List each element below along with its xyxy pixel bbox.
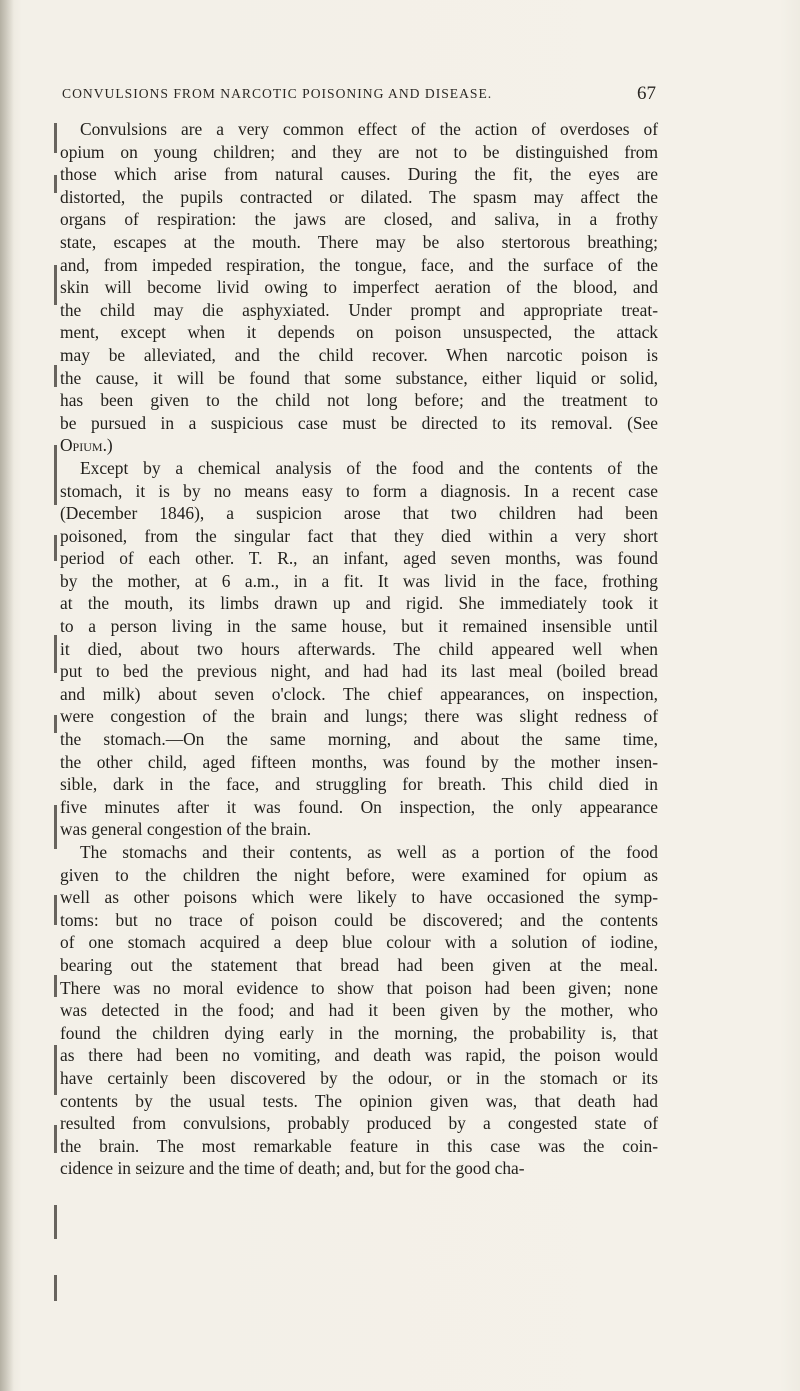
edge-mark xyxy=(54,975,57,997)
edge-mark xyxy=(54,715,57,733)
text-line: Convulsions are a very common effect of the action of overdoses of xyxy=(80,119,658,139)
text-line: the child may die asphyxiated. Under prompt and appropriate treat- xyxy=(60,299,658,320)
text-line: were congestion of the brain and lungs; there was slight redness of xyxy=(60,706,658,727)
text-line: it died, about two hours afterwards. The child appeared well when xyxy=(60,638,658,659)
text-line: has been given to the child not long before; and the treatment to xyxy=(60,390,658,411)
text-line: to a person living in the same house, but it remained insensible until xyxy=(60,616,658,637)
text-line: as there had been no vomiting, and death was rapid, the poison would xyxy=(60,1045,658,1066)
edge-mark xyxy=(54,365,57,387)
text-line: be pursued in a suspicious case must be directed to its removal. (See xyxy=(60,412,658,433)
text-line: well as other poisons which were likely to have occasioned the symp- xyxy=(60,887,658,908)
text-line: opium on young children; and they are not to be distinguished from xyxy=(60,141,658,162)
text-line: poisoned, from the singular fact that they died within a very short xyxy=(60,525,658,546)
text-line: the brain. The most remarkable feature in this case was the coin- xyxy=(60,1135,658,1156)
text-line: skin will become livid owing to imperfect aeration of the blood, and xyxy=(60,277,658,298)
text-line: those which arise from natural causes. During the fit, the eyes are xyxy=(60,164,658,185)
text-line: Except by a chemical analysis of the food and the contents of the xyxy=(80,457,658,478)
text-line: toms: but no trace of poison could be discovered; and the contents xyxy=(60,909,658,930)
text-line: resulted from convulsions, probably produced by a congested state of xyxy=(60,1113,658,1134)
edge-mark xyxy=(54,445,57,505)
text-line: the stomach.—On the same morning, and about the same time, xyxy=(60,729,658,750)
text-line: given to the children the night before, were examined for opium as xyxy=(60,864,658,885)
text-line: have certainly been discovered by the odour, or in the stomach or its xyxy=(60,1067,658,1088)
edge-mark xyxy=(54,805,57,849)
text-line: Opium.) xyxy=(60,435,113,456)
edge-mark xyxy=(54,1275,57,1301)
text-line: bearing out the statement that bread had been given at the meal. xyxy=(60,954,658,975)
text-line: and, from impeded respiration, the tongue, face, and the surface of the xyxy=(60,254,658,275)
text-line: was general congestion of the brain. xyxy=(60,819,312,840)
body-text xyxy=(60,118,658,1180)
text-line: and milk) about seven o'clock. The chief appearances, on inspection, xyxy=(60,683,658,704)
text-line: found the children dying early in the morning, the probability is, that xyxy=(60,1022,658,1043)
edge-mark xyxy=(54,1045,57,1095)
text-line: organs of respiration: the jaws are closed, and saliva, in a frothy xyxy=(60,209,658,230)
text-line: at the mouth, its limbs drawn up and rigid. She immediately took it xyxy=(60,593,658,614)
text-line: distorted, the pupils contracted or dilated. The spasm may affect the xyxy=(60,186,658,207)
text-line: The stomachs and their contents, as well as a portion of the food xyxy=(80,842,658,862)
text-line: period of each other. T. R., an infant, aged seven months, was found xyxy=(60,548,658,569)
text-line: stomach, it is by no means easy to form a diagnosis. In a recent case xyxy=(60,480,658,501)
edge-mark xyxy=(54,895,57,925)
binding-shadow xyxy=(0,0,14,1391)
text-line: cidence in seizure and the time of death; and, but for the good cha- xyxy=(60,1158,525,1179)
page-header xyxy=(62,83,656,110)
edge-mark xyxy=(54,535,57,561)
text-line: by the mother, at 6 a.m., in a fit. It was livid in the face, frothing xyxy=(60,570,658,591)
text-line: the other child, aged fifteen months, was found by the mother insen- xyxy=(60,751,658,772)
text-line: state, escapes at the mouth. There may be also stertorous breathing; xyxy=(60,231,658,252)
text-line: ment, except when it depends on poison unsuspected, the attack xyxy=(60,322,658,343)
text-line: sible, dark in the face, and struggling for breath. This child died in xyxy=(60,774,658,795)
text-line: There was no moral evidence to show that poison had been given; none xyxy=(60,977,658,998)
text-line: of one stomach acquired a deep blue colour with a solution of iodine, xyxy=(60,932,658,953)
text-line: was detected in the food; and had it been given by the mother, who xyxy=(60,1000,658,1021)
text-line: put to bed the previous night, and had had its last meal (boiled bread xyxy=(60,661,658,682)
edge-mark xyxy=(54,1125,57,1153)
edge-mark xyxy=(54,265,57,305)
edge-mark xyxy=(54,123,57,153)
text-line: contents by the usual tests. The opinion given was, that death had xyxy=(60,1090,658,1111)
running-head: CONVULSIONS FROM NARCOTIC POISONING AND DISEASE. xyxy=(62,86,493,101)
edge-mark xyxy=(54,1205,57,1239)
edge-mark xyxy=(54,635,57,673)
text-line: the cause, it will be found that some substance, either liquid or solid, xyxy=(60,367,658,388)
text-line: five minutes after it was found. On inspection, the only appearance xyxy=(60,796,658,817)
text-line: (December 1846), a suspicion arose that two children had been xyxy=(60,503,658,524)
page-number: 67 xyxy=(637,83,656,104)
text-line: may be alleviated, and the child recover. When narcotic poison is xyxy=(60,344,658,365)
edge-mark xyxy=(54,175,57,193)
